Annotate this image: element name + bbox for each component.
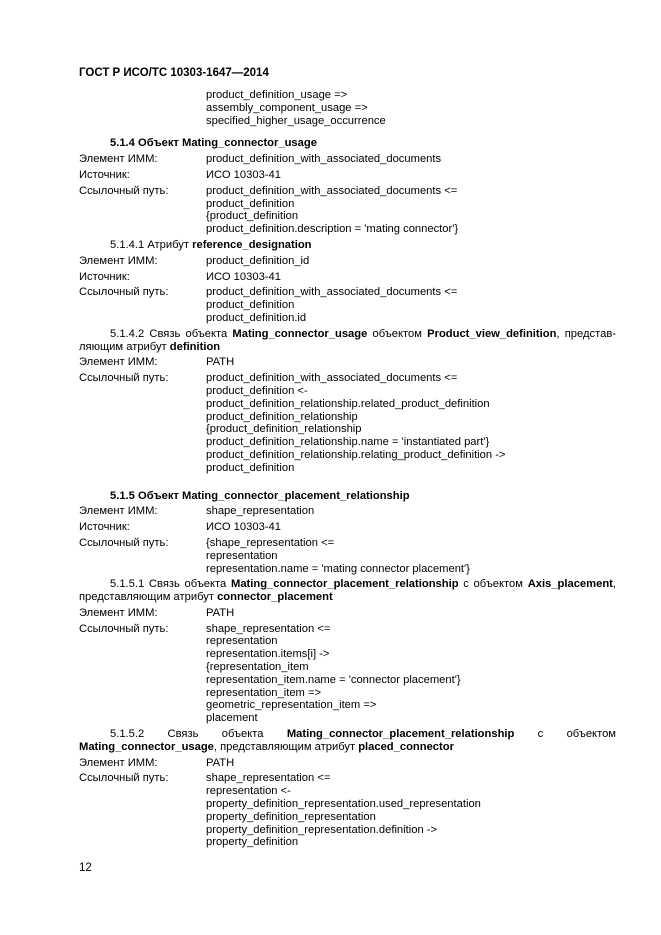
section-5-1-4-1-title <box>79 239 616 252</box>
title-text: 5.1.5.1 Связь объекта <box>110 578 231 591</box>
path-line: product_definition_usage => <box>206 89 348 101</box>
path-line: shape_representation <= <box>206 772 331 785</box>
path-line: product_definition_relationship.relating_product_definition -> <box>206 448 506 461</box>
s5152-path-field <box>79 772 616 849</box>
attribute-name: definition <box>169 340 221 353</box>
field-label: Ссылочный путь: <box>79 622 169 635</box>
section-5-1-5-2-title-line2 <box>79 741 616 754</box>
s515-path-field <box>79 537 616 575</box>
s5152-element-field <box>79 757 616 770</box>
path-line: assembly_component_usage => <box>206 101 368 114</box>
attribute-name: placed_connector <box>358 740 454 753</box>
section-5-1-5-2-title-line1 <box>79 728 616 741</box>
s514-path-field <box>79 185 616 236</box>
s5142-element-field <box>79 356 616 369</box>
s514-source-field <box>79 169 616 182</box>
field-value: ИСО 10303-41 <box>206 270 281 283</box>
field-label: Элемент ИММ: <box>79 505 158 518</box>
path-line: property_definition_representation.definition -> <box>206 823 438 836</box>
path-line: property_definition_representation <box>206 810 376 823</box>
path-line: product_definition_relationship <box>206 410 358 423</box>
field-value: PATH <box>206 606 235 619</box>
field-label: Элемент ИММ: <box>79 153 158 166</box>
title-text: 5.1.4.1 Атрибут <box>110 238 193 251</box>
section-5-1-4-2-title <box>79 328 616 354</box>
entity-name: Mating_connector_placement_relationship <box>231 578 459 591</box>
path-line: representation_item => <box>206 686 322 699</box>
path-line: {shape_representation <= <box>206 536 335 549</box>
field-value: PATH <box>206 356 235 369</box>
s5151-element-field <box>79 607 616 620</box>
attribute-name: reference_designation <box>192 238 312 251</box>
s5151-path-field <box>79 623 616 725</box>
title-text: , представ-ляющим атрибут <box>79 327 616 353</box>
section-5-1-4-title: 5.1.4 Объект Mating_connector_usage <box>110 137 317 150</box>
field-label: Элемент ИММ: <box>79 606 158 619</box>
entity-name: Mating_connector_usage <box>232 327 368 340</box>
title-text: , представляющим атрибут <box>213 740 359 753</box>
path-line: product_definition_with_associated_documents <= <box>206 286 458 299</box>
path-line: product_definition_relationship.related_product_definition <box>206 397 490 410</box>
document-header: ГОСТ Р ИСО/ТС 10303-1647—2014 <box>79 67 269 79</box>
path-line: product_definition <box>206 461 295 474</box>
path-line: representation_item.name = 'connector placement'} <box>206 673 461 686</box>
field-value: ИСО 10303-41 <box>206 521 281 534</box>
entity-name: Mating_connector_placement_relationship <box>286 728 515 741</box>
s5141-element-field <box>79 255 616 268</box>
path-line: product_definition_with_associated_documents <= <box>206 372 458 385</box>
field-label: Ссылочный путь: <box>79 184 169 197</box>
field-label: Элемент ИММ: <box>79 254 158 267</box>
title-text: с объектом <box>458 578 528 591</box>
path-line: product_definition_with_associated_documents <= <box>206 184 458 197</box>
attribute-name: connector_placement <box>217 591 333 604</box>
title-text: , представляющим атрибут <box>79 578 616 604</box>
path-line: property_definition_representation.used_representation <box>206 798 481 811</box>
path-line: {product_definition_relationship <box>206 423 362 436</box>
s5141-source-field <box>79 271 616 284</box>
field-value: product_definition_id <box>206 254 310 267</box>
path-line: shape_representation <= <box>206 622 331 635</box>
path-line: product_definition <- <box>206 384 308 397</box>
s515-source-field <box>79 521 616 534</box>
field-label: Источник: <box>79 168 130 181</box>
entity-name: Axis_placement <box>527 578 613 591</box>
field-label: Источник: <box>79 521 130 534</box>
path-line: representation <- <box>206 785 291 798</box>
field-label: Ссылочный путь: <box>79 286 169 299</box>
path-line: specified_higher_usage_occurrence <box>206 114 386 127</box>
title-text: с объектом <box>514 728 616 741</box>
field-label: Ссылочный путь: <box>79 536 169 549</box>
path-line: geometric_representation_item => <box>206 699 377 712</box>
field-value: PATH <box>206 756 235 769</box>
field-label: Элемент ИММ: <box>79 756 158 769</box>
section-5-1-5-title: 5.1.5 Объект Mating_connector_placement_relationship <box>110 489 410 502</box>
document-body <box>79 89 616 849</box>
continuation-path <box>206 89 616 127</box>
page-number: 12 <box>79 862 92 874</box>
field-value: ИСО 10303-41 <box>206 168 281 181</box>
entity-name: Mating_connector_usage <box>79 740 214 753</box>
field-label: Элемент ИММ: <box>79 356 158 369</box>
path-line: product_definition.description = 'mating connector'} <box>206 223 459 236</box>
path-line: {product_definition <box>206 210 299 223</box>
s514-element-field <box>79 153 616 166</box>
path-line: representation.name = 'mating connector placement'} <box>206 562 470 575</box>
field-value: shape_representation <box>206 505 315 518</box>
path-line: product_definition_relationship.name = 'instantiated part'} <box>206 436 490 449</box>
s5142-path-field <box>79 372 616 474</box>
s5141-path-field <box>79 286 616 324</box>
field-label: Ссылочный путь: <box>79 772 169 785</box>
path-line: placement <box>206 712 258 725</box>
title-text: объектом <box>367 327 428 340</box>
path-line: product_definition.id <box>206 311 307 324</box>
path-line: product_definition <box>206 299 295 312</box>
title-text: 5.1.4.2 Связь объекта <box>110 327 233 340</box>
field-label: Ссылочный путь: <box>79 372 169 385</box>
path-line: representation <box>206 635 278 648</box>
path-line: representation.items[i] -> <box>206 648 330 661</box>
s515-element-field <box>79 505 616 518</box>
entity-name: Product_view_definition <box>427 327 557 340</box>
section-5-1-5-1-title <box>79 578 616 604</box>
path-line: representation <box>206 549 278 562</box>
path-line: property_definition <box>206 836 299 849</box>
path-line: {representation_item <box>206 661 309 674</box>
path-line: product_definition <box>206 197 295 210</box>
field-label: Источник: <box>79 270 130 283</box>
title-text: 5.1.5.2 Связь объекта <box>110 728 287 741</box>
field-value: product_definition_with_associated_documents <box>206 153 442 166</box>
